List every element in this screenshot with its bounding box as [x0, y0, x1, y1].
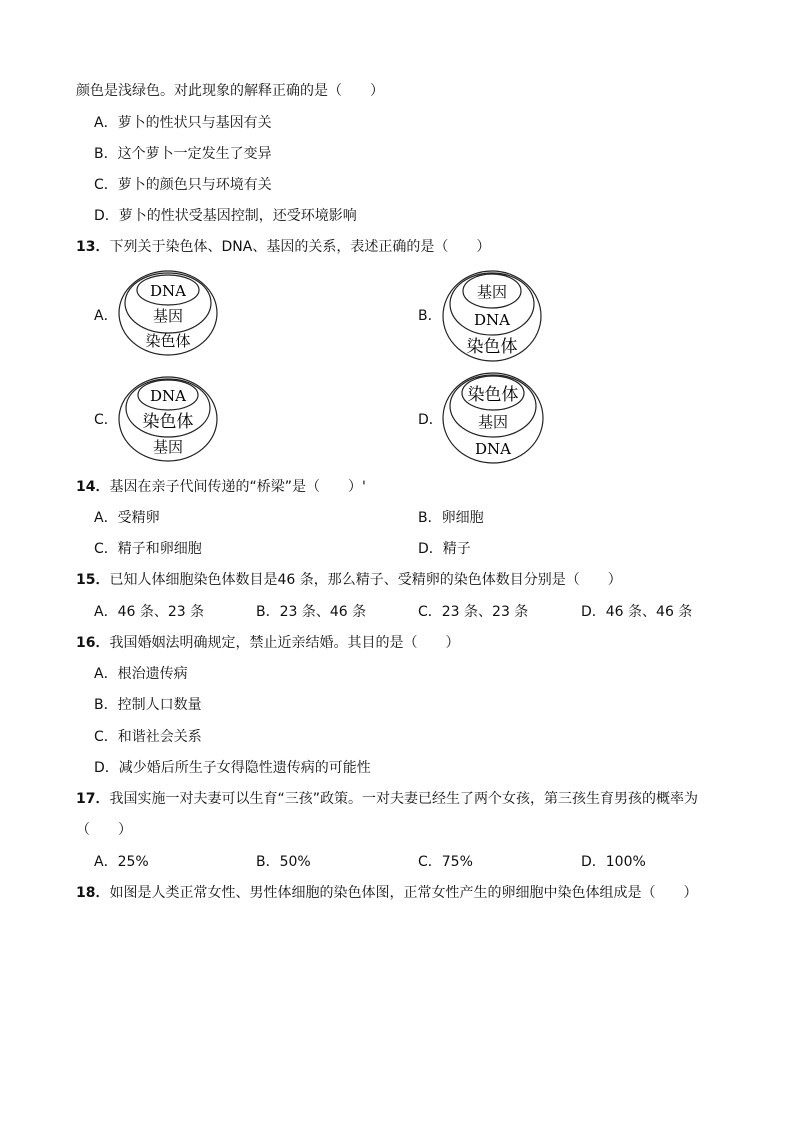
diagram-a-inner-label: DNA — [150, 282, 186, 300]
q16-option-b[interactable]: B．控制人口数量 — [94, 697, 202, 713]
q15-option-c[interactable]: C．23 条、23 条 — [418, 604, 529, 620]
q17-number: 17． — [76, 791, 110, 807]
q12-option-b[interactable]: B．这个萝卜一定发生了变异 — [94, 146, 272, 162]
q13-diagram-d[interactable] — [440, 370, 546, 466]
q13-option-a-letter[interactable]: A． — [94, 308, 118, 324]
q18-stem — [76, 884, 697, 902]
q18-stem-text: 如图是人类正常女性、男性体细胞的染色体图，正常女性产生的卵细胞中染色体组成是（ ） — [109, 885, 698, 901]
q14-option-c[interactable]: C．精子和卵细胞 — [94, 541, 202, 557]
q12-option-a[interactable]: A．萝卜的性状只与基因有关 — [94, 115, 272, 131]
diagram-d-middle-label: 基因 — [477, 413, 509, 431]
q17-stem-continuation: （ ） — [76, 822, 132, 838]
q13-diagram-c[interactable] — [116, 374, 220, 464]
q15-stem-text: 已知人体细胞染色体数目是46 条，那么精子、受精卵的染色体数目分别是（ ） — [109, 572, 622, 588]
diagram-c-outer-label: 基因 — [152, 438, 184, 456]
q13-option-d-letter[interactable]: D． — [418, 412, 443, 428]
diagram-d-inner-label: 染色体 — [467, 385, 519, 405]
q16-option-c[interactable]: C．和谐社会关系 — [94, 729, 202, 745]
q17-stem — [76, 790, 698, 808]
q13-number: 13． — [76, 239, 110, 255]
diagram-c-middle-label: 染色体 — [142, 412, 194, 432]
q15-option-a[interactable]: A．46 条、23 条 — [94, 604, 205, 620]
q16-option-d[interactable]: D．减少婚后所生子女得隐性遗传病的可能性 — [94, 760, 371, 776]
diagram-b-middle-label: DNA — [474, 311, 510, 329]
q15-number: 15． — [76, 572, 110, 588]
q13-diagram-a[interactable] — [116, 268, 222, 358]
q16-stem — [76, 634, 459, 652]
diagram-c-inner-label: DNA — [150, 387, 186, 405]
q12-stem-continuation: 颜色是浅绿色。对此现象的解释正确的是（ ） — [76, 83, 384, 99]
q17-option-d[interactable]: D．100% — [581, 854, 646, 870]
q16-option-a[interactable]: A．根治遗传病 — [94, 666, 188, 682]
q15-stem — [76, 571, 622, 589]
q14-stem-text: 基因在亲子代间传递的“桥梁”是（ ）' — [109, 479, 366, 495]
diagram-b-inner-label: 基因 — [476, 283, 508, 301]
q12-option-c[interactable]: C．萝卜的颜色只与环境有关 — [94, 177, 272, 193]
q14-stem — [76, 478, 366, 496]
q15-option-d[interactable]: D．46 条、46 条 — [581, 604, 693, 620]
q15-option-b[interactable]: B．23 条、46 条 — [256, 604, 367, 620]
diagram-a-middle-label: 基因 — [152, 307, 184, 325]
q13-option-b-letter[interactable]: B． — [418, 308, 442, 324]
q12-option-d[interactable]: D．萝卜的性状受基因控制，还受环境影响 — [94, 208, 357, 224]
diagram-d-outer-label: DNA — [475, 440, 511, 458]
q14-option-b[interactable]: B．卵细胞 — [418, 510, 484, 526]
q14-number: 14． — [76, 479, 110, 495]
q17-option-c[interactable]: C．75% — [418, 854, 473, 870]
q14-option-d[interactable]: D．精子 — [418, 541, 471, 557]
q17-stem-text: 我国实施一对夫妻可以生育“三孩”政策。一对夫妻已经生了两个女孩，第三孩生育男孩的概率为 — [109, 791, 698, 807]
q18-number: 18． — [76, 885, 110, 901]
q16-number: 16． — [76, 635, 110, 651]
q13-option-c-letter[interactable]: C． — [94, 412, 118, 428]
q13-stem — [76, 238, 490, 256]
q17-option-b[interactable]: B．50% — [256, 854, 311, 870]
q14-option-a[interactable]: A．受精卵 — [94, 510, 160, 526]
q13-stem-text: 下列关于染色体、DNA、基因的关系，表述正确的是（ ） — [109, 239, 491, 255]
q13-diagram-b[interactable] — [440, 268, 544, 364]
q16-stem-text: 我国婚姻法明确规定，禁止近亲结婚。其目的是（ ） — [109, 635, 460, 651]
diagram-a-outer-label: 染色体 — [145, 332, 191, 350]
diagram-b-outer-label: 染色体 — [466, 337, 518, 357]
q17-option-a[interactable]: A．25% — [94, 854, 149, 870]
